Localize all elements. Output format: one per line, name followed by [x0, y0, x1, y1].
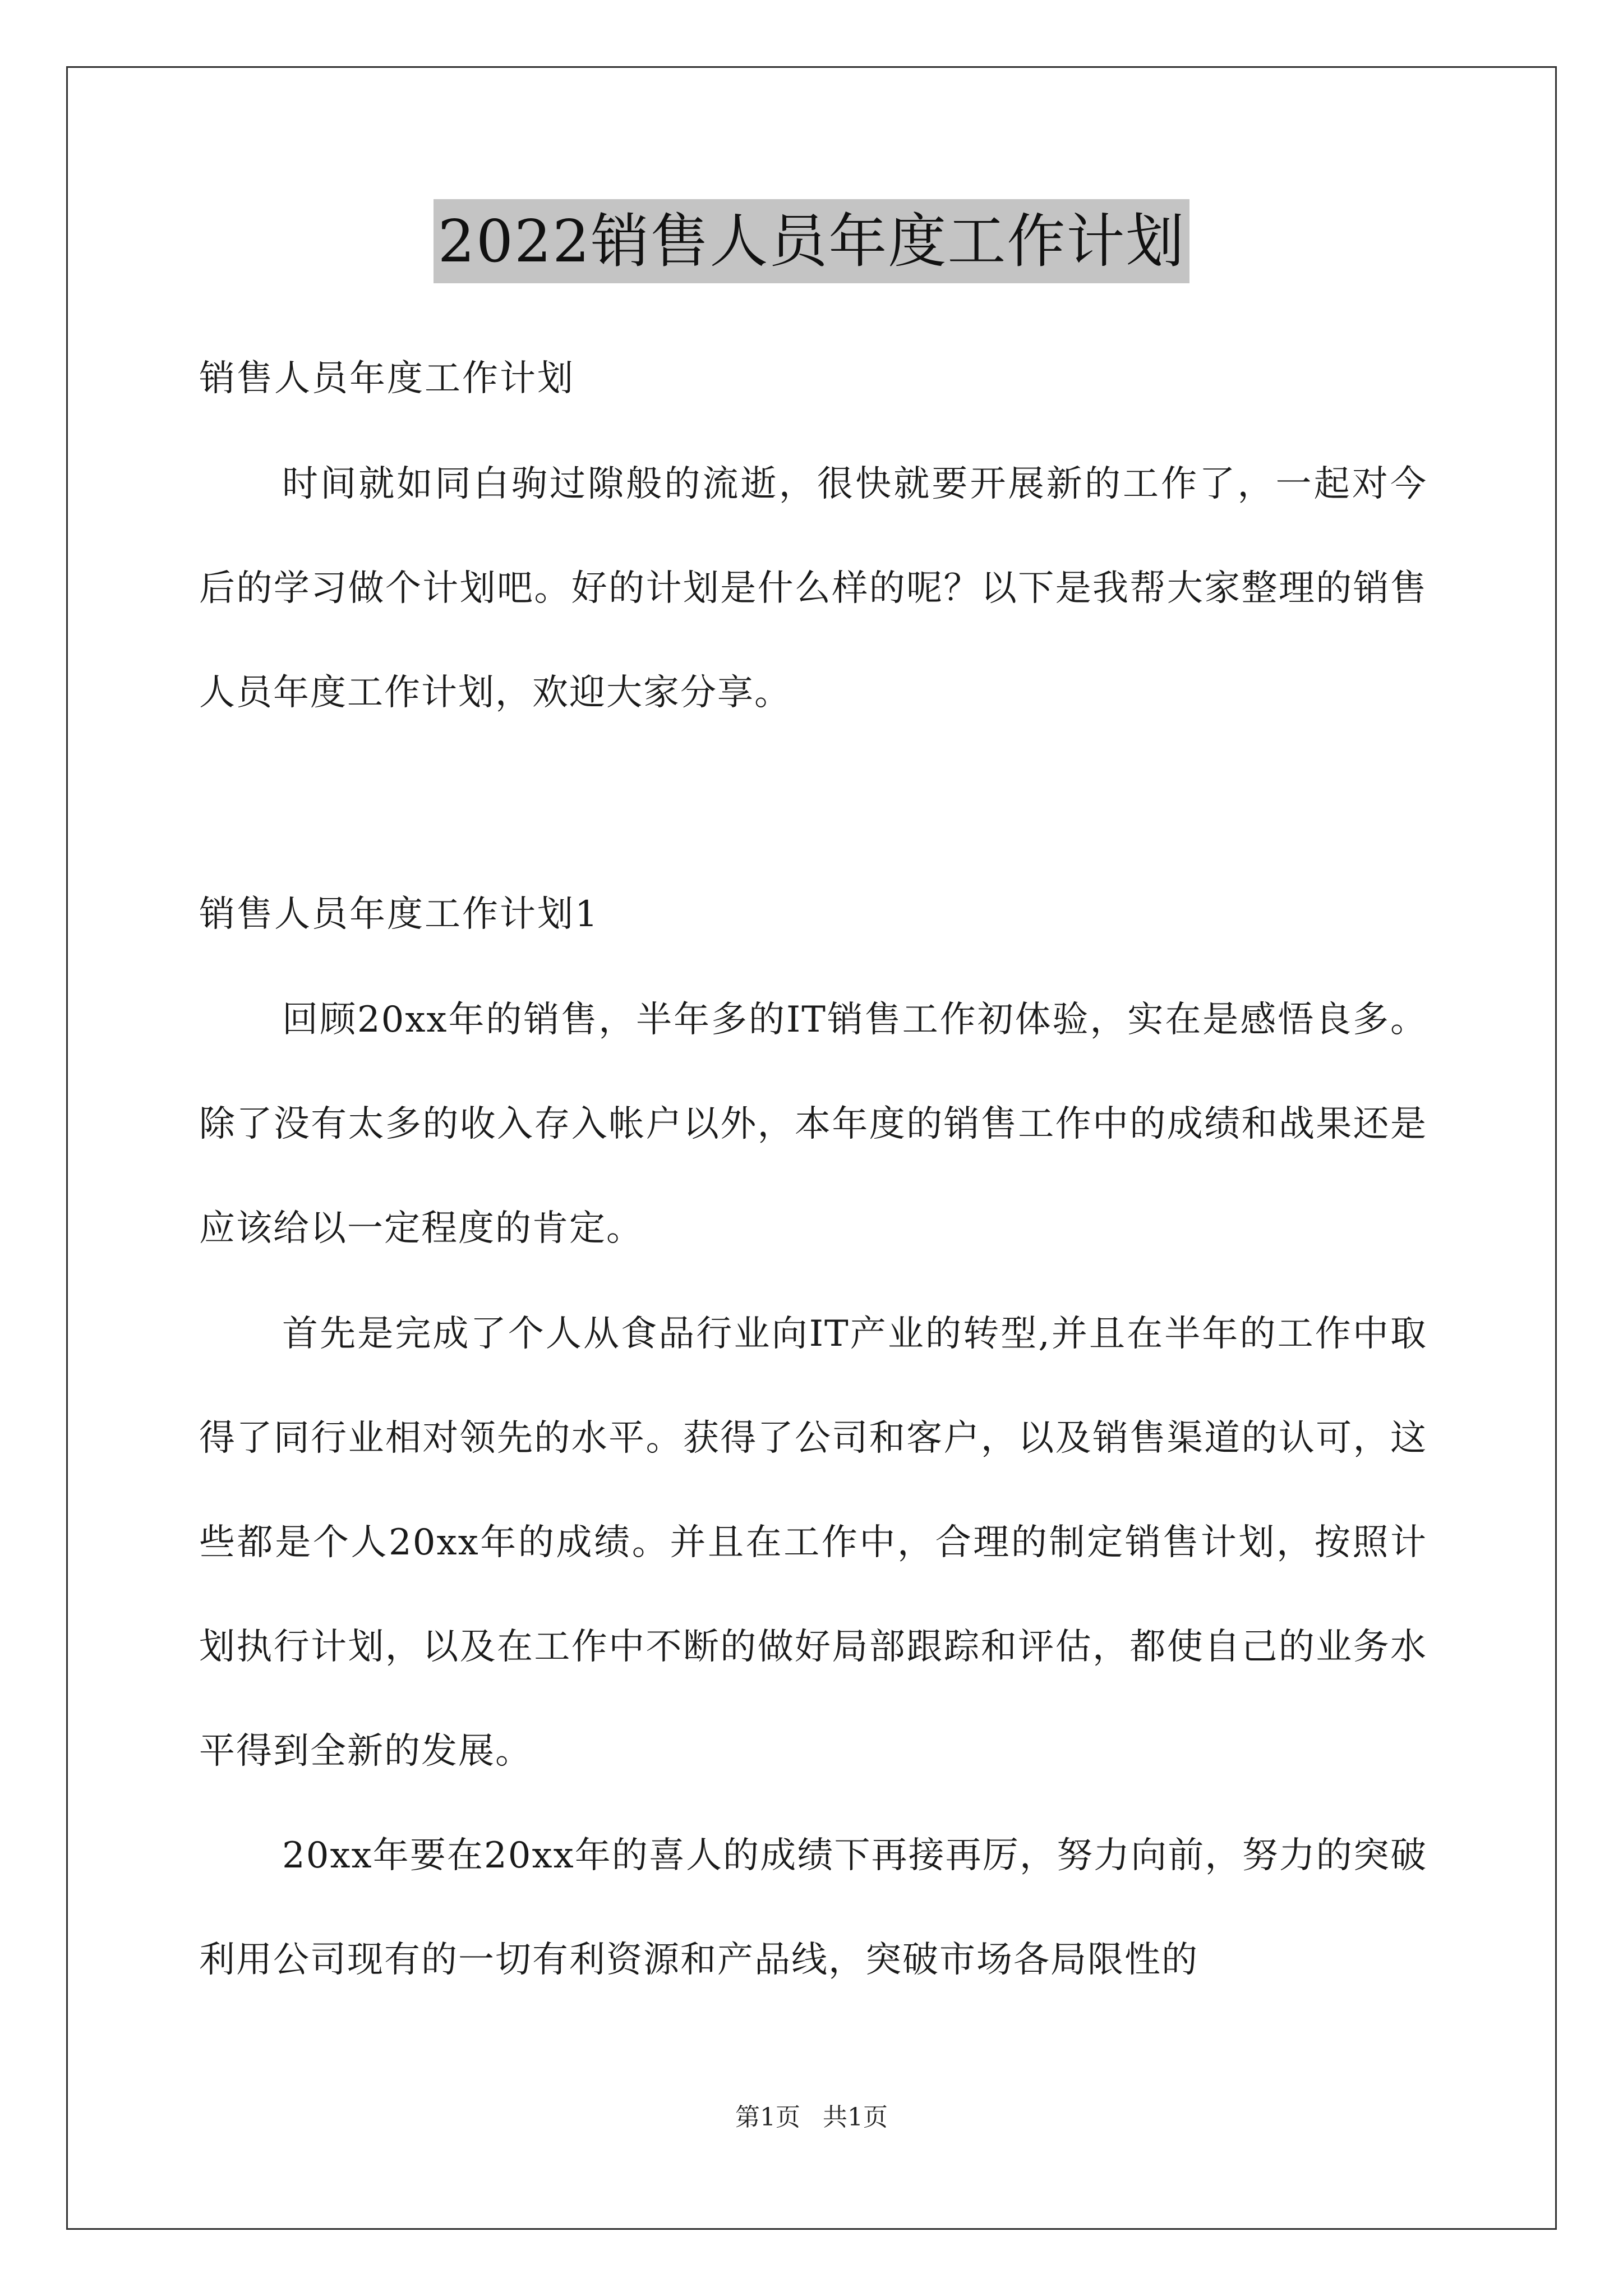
body-paragraph-3: 20xx年要在20xx年的喜人的成绩下再接再厉，努力向前，努力的突破利用公司现有的一切有利资源和产品线，突破市场各局限性的: [199, 1835, 1427, 1981]
document-title: 2022销售人员年度工作计划: [434, 199, 1190, 283]
title-container: [0, 199, 1623, 283]
section-heading-1: 销售人员年度工作计划1: [199, 894, 600, 935]
body-paragraph-1: 回顾20xx年的销售，半年多的IT销售工作初体验，实在是感悟良多。除了没有太多的收入存入帐户以外，本年度的销售工作中的成绩和战果还是应该给以一定程度的肯定。: [199, 999, 1427, 1249]
body-paragraph-2: 首先是完成了个人从食品行业向IT产业的转型,并且在半年的工作中取得了同行业相对领先的水平。获得了公司和客户，以及销售渠道的认可，这些都是个人20xx年的成绩。并且在工作中，合理的制定销售计划，按照计划执行计划，以及在工作中不断的做好局部跟踪和评估，都使自己的业务水平得到全新的发展。: [199, 1313, 1427, 1772]
subtitle-heading: 销售人员年度工作计划: [199, 358, 575, 399]
page-number: 第1页: [735, 2103, 800, 2132]
intro-paragraph: 时间就如同白驹过隙般的流逝，很快就要开展新的工作了，一起对今后的学习做个计划吧。好的计划是什么样的呢？以下是我帮大家整理的销售人员年度工作计划，欢迎大家分享。: [199, 463, 1427, 714]
page-total: 共1页: [823, 2103, 888, 2132]
page-footer: [0, 2097, 1623, 2133]
